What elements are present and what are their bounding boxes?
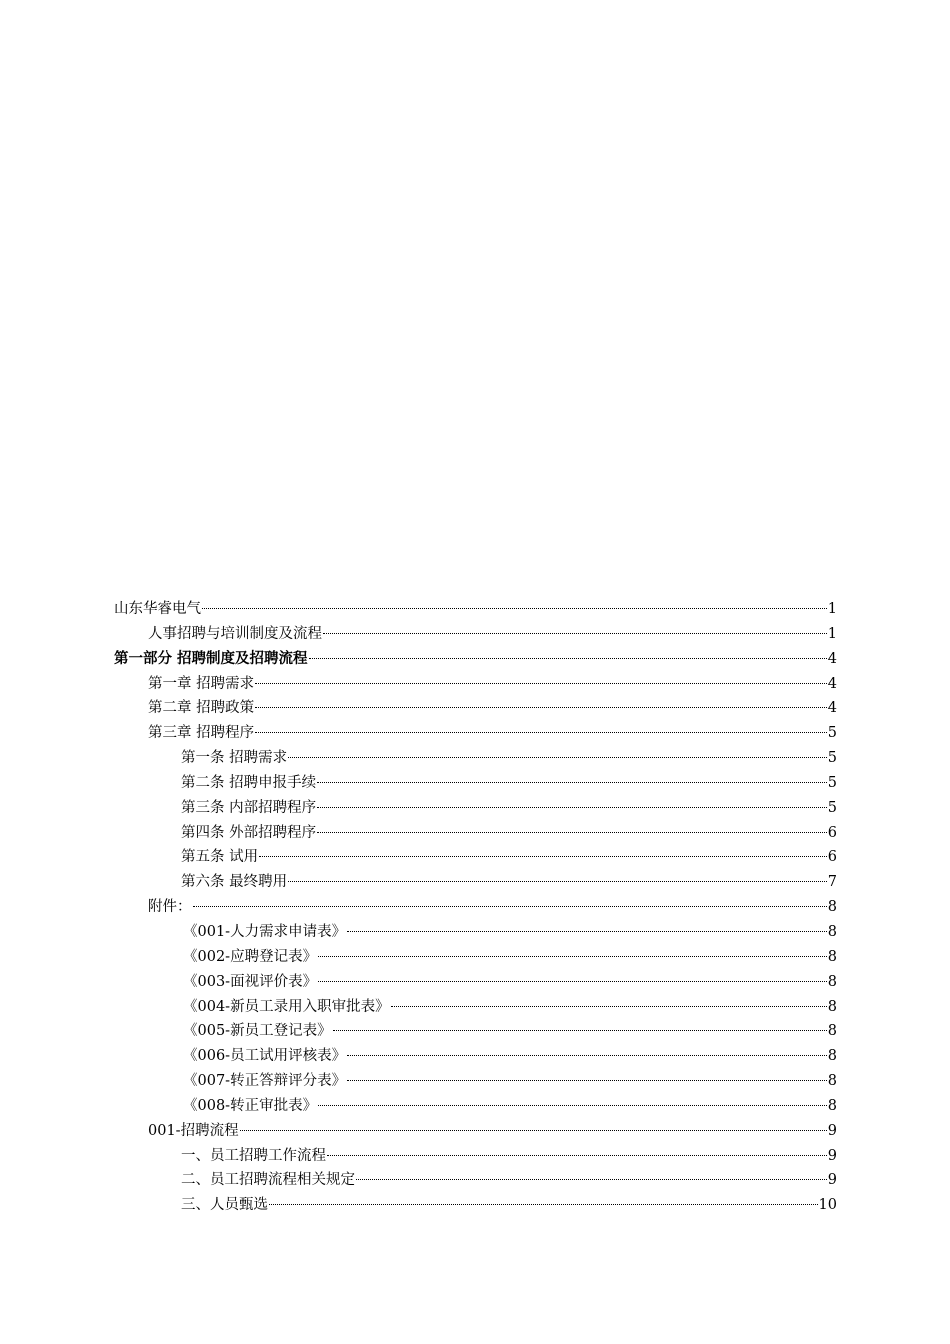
toc-dot-leader xyxy=(259,856,827,857)
toc-entry-page-number: 8 xyxy=(827,899,837,916)
toc-dot-leader xyxy=(327,1155,827,1156)
toc-entry[interactable] xyxy=(114,622,837,647)
toc-entry[interactable] xyxy=(114,845,837,870)
toc-dot-leader xyxy=(255,707,827,708)
toc-entry-title: 第一章 招聘需求 xyxy=(148,675,255,692)
toc-entry[interactable] xyxy=(114,1144,837,1169)
toc-entry-page-number: 8 xyxy=(827,923,837,940)
toc-entry-page-number: 5 xyxy=(827,725,837,742)
toc-dot-leader xyxy=(356,1179,827,1180)
toc-entry-title: 第二条 招聘申报手续 xyxy=(181,774,317,791)
toc-dot-leader xyxy=(347,1080,827,1081)
toc-entry-page-number: 6 xyxy=(827,824,837,841)
toc-dot-leader xyxy=(269,1204,818,1205)
toc-entry[interactable] xyxy=(114,597,837,622)
toc-entry[interactable] xyxy=(114,995,837,1020)
toc-dot-leader xyxy=(391,1006,827,1007)
toc-entry-title: 001-招聘流程 xyxy=(148,1122,239,1139)
toc-entry-title: 人事招聘与培训制度及流程 xyxy=(148,625,322,642)
toc-entry-title: 《007-转正答辩评分表》 xyxy=(183,1073,347,1090)
toc-entry-page-number: 1 xyxy=(827,625,837,642)
toc-entry[interactable] xyxy=(114,1168,837,1193)
toc-dot-leader xyxy=(318,1105,827,1106)
toc-entry-page-number: 5 xyxy=(827,799,837,816)
toc-entry[interactable] xyxy=(114,920,837,945)
toc-entry-page-number: 8 xyxy=(827,998,837,1015)
toc-entry[interactable] xyxy=(114,870,837,895)
toc-entry[interactable] xyxy=(114,696,837,721)
toc-entry[interactable] xyxy=(114,1193,837,1218)
toc-entry-title: 《001-人力需求申请表》 xyxy=(183,923,347,940)
toc-entry[interactable] xyxy=(114,1044,837,1069)
toc-entry-title: 《006-员工试用评核表》 xyxy=(183,1048,347,1065)
toc-entry[interactable] xyxy=(114,647,837,672)
toc-entry[interactable] xyxy=(114,1119,837,1144)
toc-dot-leader xyxy=(309,658,827,659)
toc-entry-page-number: 9 xyxy=(827,1147,837,1164)
toc-entry[interactable] xyxy=(114,970,837,995)
toc-entry-title: 附件： xyxy=(148,899,192,916)
toc-entry-page-number: 4 xyxy=(827,650,837,667)
toc-dot-leader xyxy=(347,1055,827,1056)
toc-entry-title: 第一条 招聘需求 xyxy=(181,750,288,767)
toc-entry-page-number: 10 xyxy=(818,1197,837,1214)
toc-entry-title: 山东华睿电气 xyxy=(114,601,201,617)
toc-entry-title: 《002-应聘登记表》 xyxy=(183,948,318,965)
toc-dot-leader xyxy=(255,683,827,684)
toc-entry-page-number: 8 xyxy=(827,1023,837,1040)
toc-entry[interactable] xyxy=(114,895,837,920)
toc-dot-leader xyxy=(333,1030,827,1031)
toc-entry-page-number: 8 xyxy=(827,1048,837,1065)
toc-dot-leader xyxy=(193,906,827,907)
toc-dot-leader xyxy=(317,782,827,783)
toc-dot-leader xyxy=(317,832,827,833)
toc-entry-page-number: 5 xyxy=(827,774,837,791)
toc-entry-title: 一、员工招聘工作流程 xyxy=(181,1147,326,1164)
toc-entry-title: 第四条 外部招聘程序 xyxy=(181,824,317,841)
toc-dot-leader xyxy=(288,757,827,758)
table-of-contents xyxy=(114,597,837,1218)
toc-dot-leader xyxy=(255,732,827,733)
toc-entry-page-number: 8 xyxy=(827,973,837,990)
toc-entry[interactable] xyxy=(114,721,837,746)
toc-entry-title: 二、员工招聘流程相关规定 xyxy=(181,1172,355,1189)
toc-entry-title: 第三章 招聘程序 xyxy=(148,725,255,742)
toc-entry-page-number: 9 xyxy=(827,1122,837,1139)
toc-entry[interactable] xyxy=(114,945,837,970)
toc-entry-page-number: 4 xyxy=(827,700,837,717)
toc-dot-leader xyxy=(318,956,827,957)
toc-entry[interactable] xyxy=(114,1019,837,1044)
toc-dot-leader xyxy=(347,931,827,932)
toc-entry-page-number: 4 xyxy=(827,675,837,692)
toc-entry-title: 三、人员甄选 xyxy=(181,1197,268,1214)
toc-dot-leader xyxy=(288,881,827,882)
toc-entry[interactable] xyxy=(114,746,837,771)
toc-entry-title: 第二章 招聘政策 xyxy=(148,700,255,717)
toc-entry-title: 第三条 内部招聘程序 xyxy=(181,799,317,816)
toc-dot-leader xyxy=(323,633,827,634)
toc-entry-page-number: 8 xyxy=(827,1073,837,1090)
toc-entry-page-number: 9 xyxy=(827,1172,837,1189)
toc-entry[interactable] xyxy=(114,672,837,697)
toc-entry-title: 《005-新员工登记表》 xyxy=(183,1023,332,1040)
toc-dot-leader xyxy=(317,807,827,808)
toc-entry[interactable] xyxy=(114,771,837,796)
toc-entry-title: 第六条 最终聘用 xyxy=(181,874,288,891)
toc-entry-page-number: 8 xyxy=(827,1097,837,1114)
toc-entry-page-number: 7 xyxy=(827,874,837,891)
toc-entry-page-number: 1 xyxy=(827,601,837,617)
toc-entry[interactable] xyxy=(114,1094,837,1119)
toc-dot-leader xyxy=(318,981,827,982)
toc-entry-page-number: 5 xyxy=(827,750,837,767)
toc-entry[interactable] xyxy=(114,796,837,821)
toc-entry-page-number: 8 xyxy=(827,948,837,965)
toc-entry-title: 第一部分 招聘制度及招聘流程 xyxy=(114,649,308,667)
toc-entry[interactable] xyxy=(114,821,837,846)
toc-dot-leader xyxy=(240,1130,827,1131)
toc-entry-page-number: 6 xyxy=(827,849,837,866)
toc-entry-title: 《008-转正审批表》 xyxy=(183,1097,318,1114)
toc-entry[interactable] xyxy=(114,1069,837,1094)
toc-entry-title: 第五条 试用 xyxy=(181,849,259,866)
toc-entry-title: 《004-新员工录用入职审批表》 xyxy=(183,998,390,1015)
toc-dot-leader xyxy=(202,608,827,609)
toc-entry-title: 《003-面视评价表》 xyxy=(183,973,318,990)
